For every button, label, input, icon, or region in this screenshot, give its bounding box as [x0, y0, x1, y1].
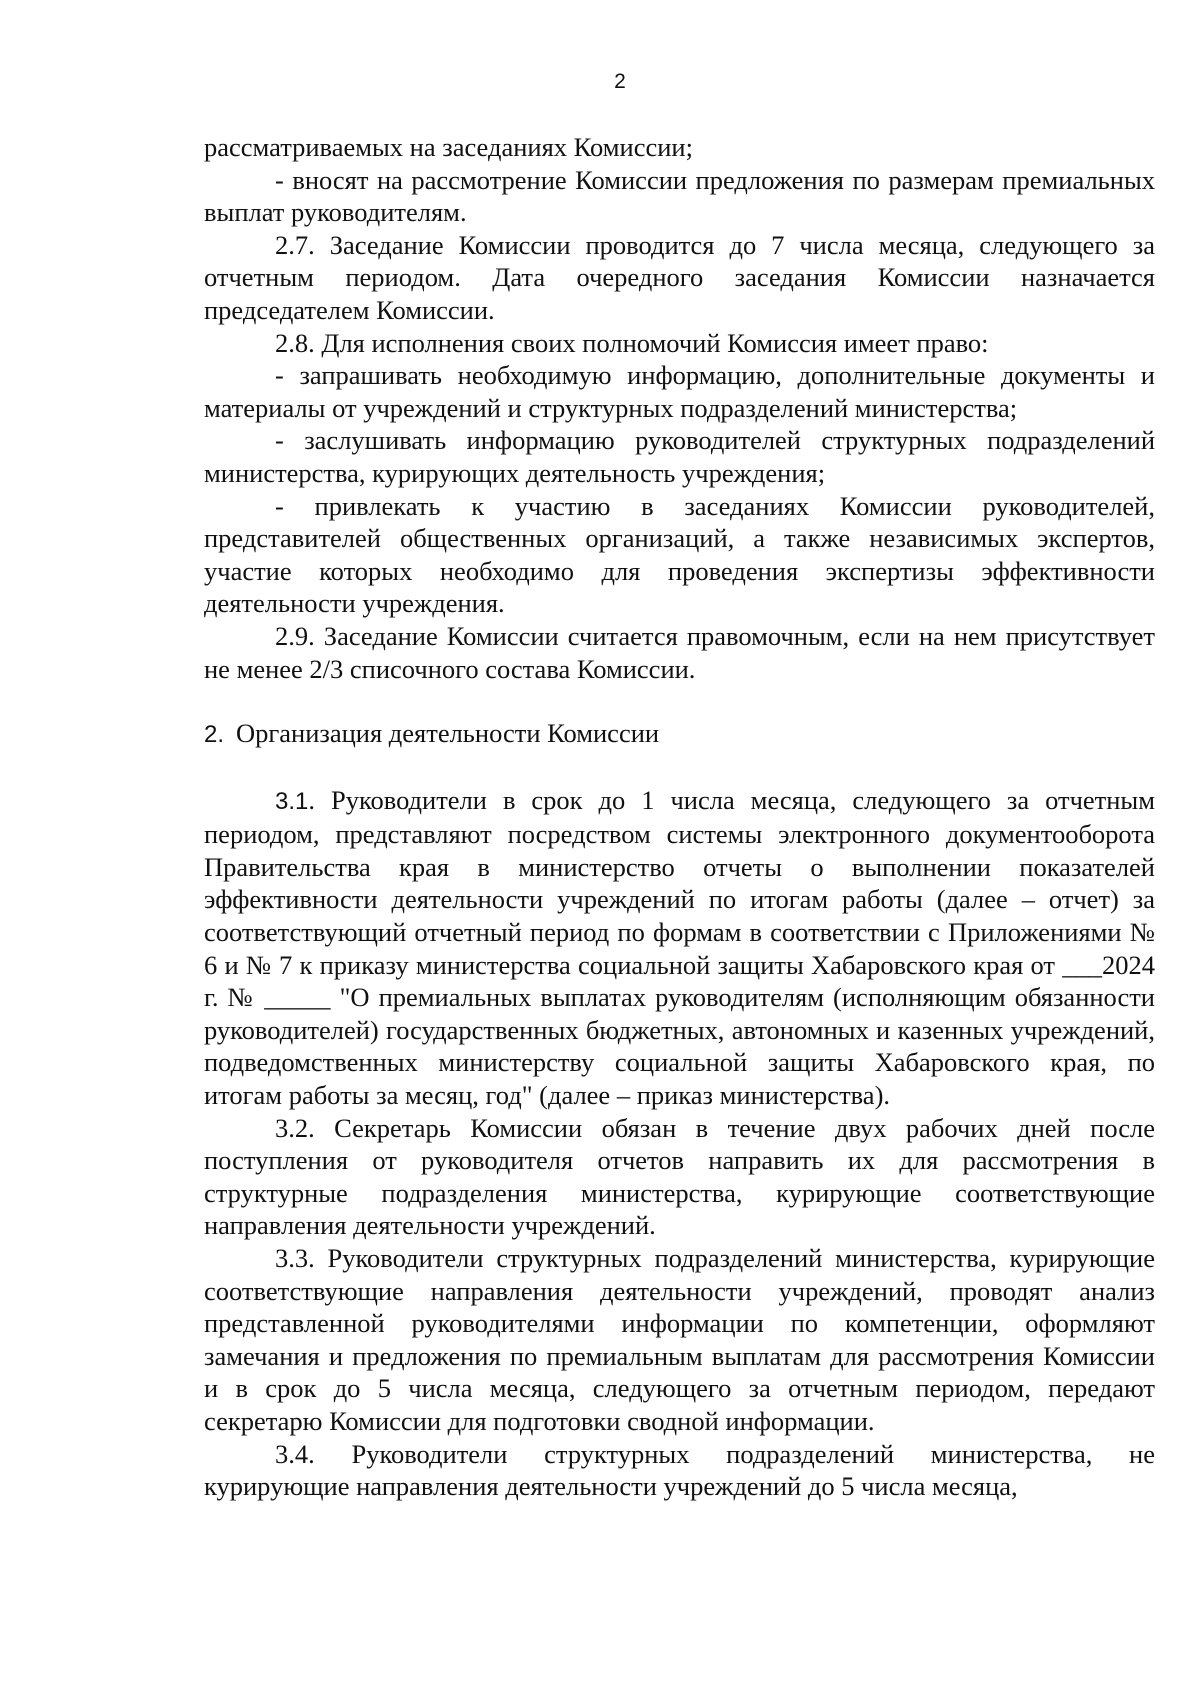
paragraph-2-9: 2.9. Заседание Комиссии считается правомочным, если на нем присутствует не менее 2/3 списочного состава Комиссии. — [204, 620, 1155, 684]
document-body — [204, 131, 1155, 1503]
section-heading-number: 2. — [204, 721, 225, 749]
paragraph-hear-info: - заслушивать информацию руководителей структурных подразделений министерства, курирующих деятельность учреждения; — [204, 425, 1155, 488]
paragraph-2-8: 2.8. Для исполнения своих полномочий Комиссия имеет право: — [275, 327, 989, 358]
paragraph-continuation: рассматриваемых на заседаниях Комиссии; — [204, 132, 693, 162]
paragraph-involve-experts: - привлекать к участию в заседаниях Комиссии руководителей, представителей общественных организаций, а также независимых экспертов, участие которых необходимо для проведения экспертизы эффективности деятельности учреждения. — [204, 490, 1155, 619]
page-number: 2 — [614, 70, 626, 93]
paragraph-2-7: 2.7. Заседание Комиссии проводится до 7 числа месяца, следующего за отчетным периодом. Дата очередного заседания Комиссии назначается председателем Комиссии. — [204, 229, 1155, 325]
paragraph-3-1-text: . Руководители в срок до 1 числа месяца, следующего за отчетным периодом, представляют посредством системы электронного документооборота Правительства края в министерство отчеты о выполнении показателей эффективности деятельности учреждений по итогам работы (далее – отчет) за соответствующий отчетный период по формам в соответствии с Приложениями № 6 и № 7 к приказу министерства социальной защиты Хабаровского края от ___2024 г. № _____ "О премиальных выплатах руководителям (исполняющим обязанности руководителей) государственных бюджетных, автономных и казенных учреждений, подведомственных министерству социальной защиты Хабаровского края, по итогам работы за месяц, год" (далее – приказ министерства). — [204, 784, 1155, 1111]
section-heading — [204, 717, 1155, 752]
section-heading-title: Организация деятельности Комиссии — [236, 718, 660, 749]
paragraph-3-3: 3.3. Руководители структурных подразделений министерства, курирующие соответствующие направления деятельности учреждений, проводят анализ представленной руководителями информации по компетенции, оформляют замечания и предложения по премиальным выплатам для рассмотрения Комиссии и в срок до 5 числа месяца, следующего за отчетным периодом, передают секретарю Комиссии для подготовки сводной информации. — [204, 1243, 1155, 1436]
paragraph-proposals: - вносят на рассмотрение Комиссии предложения по размерам премиальных выплат руководителям. — [204, 164, 1155, 228]
paragraph-request-info: - запрашивать необходимую информацию, дополнительные документы и материалы от учреждений и структурных подразделений министерства; — [204, 360, 1155, 423]
paragraph-3-4: 3.4. Руководители структурных подразделений министерства, не курирующие направления деятельности учреждений до 5 числа месяца, — [204, 1438, 1155, 1502]
paragraph-3-1-number: 3.1 — [275, 787, 309, 815]
paragraph-3-1 — [204, 784, 1155, 1112]
paragraph-3-2: 3.2. Секретарь Комиссии обязан в течение двух рабочих дней после поступления от руководителя отчетов направить их для рассмотрения в структурные подразделения министерства, курирующие соответствующие направления деятельности учреждений. — [204, 1112, 1155, 1241]
